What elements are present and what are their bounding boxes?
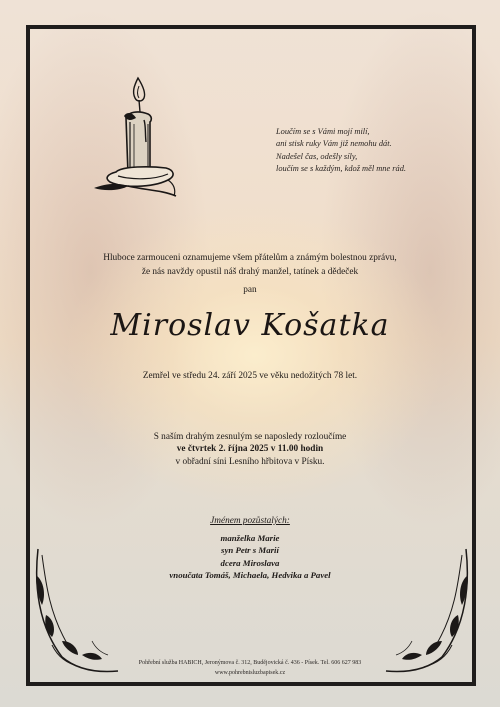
honorific: pan — [243, 285, 257, 295]
announcement-line: Hluboce zarmouceni oznamujeme všem přátelům a známým bolestnou zprávu, — [103, 253, 397, 263]
farewell-place: v obřadní síni Lesního hřbitova v Písku. — [175, 456, 325, 467]
footer-company: Pohřební služba HABICH, Jeronýmova č. 312, Budějovická č. 436 - Písek. Tel. 606 627 983 — [138, 660, 362, 666]
family-heading: Jménem pozůstalých: — [210, 516, 290, 526]
farewell-datetime: ve čtvrtek 2. října 2025 v 11.00 hodin — [176, 444, 324, 455]
death-notice: Zemřel ve středu 24. září 2025 ve věku nedožitých 78 let. — [142, 371, 358, 381]
announcement-line: že nás navždy opustil náš drahý manžel, tatínek a dědeček — [141, 266, 359, 277]
deceased-name: Miroslav Košatka — [110, 308, 390, 343]
footer-website: www.pohrebnisluzbapisek.cz — [214, 670, 286, 676]
poem-line: ani stisk ruky Vám již nemohu dát. — [276, 139, 392, 149]
poem-line: Nadešel čas, odešly síly, — [276, 151, 358, 161]
farewell-line: S naším drahým zesnulým se naposledy rozloučíme — [153, 432, 347, 442]
poem-line: loučím se s každým, kdož měl mne rád. — [276, 164, 407, 174]
family-member: vnoučata Tomáš, Michaela, Hedvika a Pavel — [169, 570, 331, 581]
black-frame — [26, 25, 476, 686]
family-member: dcera Miroslava — [220, 557, 280, 568]
family-member: manželka Marie — [220, 533, 280, 543]
poem-line: Loučím se s Vámi mojí milí, — [276, 127, 370, 136]
family-member: syn Petr s Marií — [221, 545, 279, 556]
